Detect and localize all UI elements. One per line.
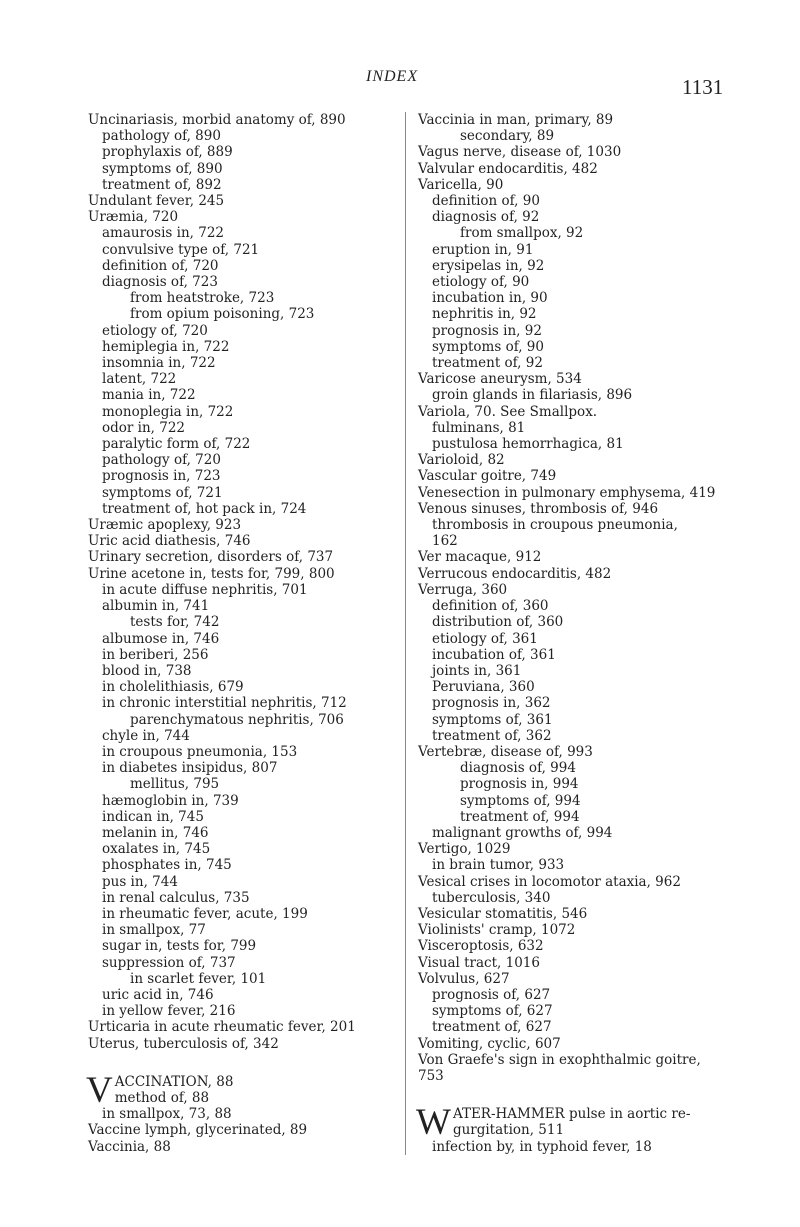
index-subentry: mellitus, 795 xyxy=(130,776,220,793)
index-subentry: in yellow fever, 216 xyxy=(102,1003,236,1020)
index-entry-list-left xyxy=(88,112,408,1052)
index-entry: Ver macaque, 912 xyxy=(418,549,542,566)
index-subentry: indican in, 745 xyxy=(102,808,204,825)
index-subentry: in chronic interstitial nephritis, 712 xyxy=(102,695,347,712)
index-subentry: blood in, 738 xyxy=(102,662,192,679)
index-subentry: treatment of, 92 xyxy=(432,355,543,372)
index-subentry: mania in, 722 xyxy=(102,387,196,404)
index-entry: Uric acid diathesis, 746 xyxy=(88,533,251,550)
index-subentry: Peruviana, 360 xyxy=(432,679,535,696)
index-subentry: nephritis in, 92 xyxy=(432,306,537,323)
index-entry: Violinists' cramp, 1072 xyxy=(418,922,576,939)
section-first-entry: ACCINATION, 88 xyxy=(114,1073,234,1090)
index-subentry: in smallpox, 73, 88 xyxy=(102,1106,232,1123)
index-subentry: in diabetes insipidus, 807 xyxy=(102,760,278,777)
index-subentry: etiology of, 90 xyxy=(432,274,530,291)
index-column-right xyxy=(405,112,758,1155)
index-subentry: suppression of, 737 xyxy=(102,954,236,971)
index-subentry: prognosis in, 362 xyxy=(432,695,551,712)
index-subentry: in croupous pneumonia, 153 xyxy=(102,743,298,760)
index-entry: Varioloid, 82 xyxy=(418,452,505,469)
index-entry: Vascular goitre, 749 xyxy=(418,468,557,485)
index-subentry: distribution of, 360 xyxy=(432,614,564,631)
index-subentry: in acute diffuse nephritis, 701 xyxy=(102,581,308,598)
drop-cap-letter: V xyxy=(86,1069,113,1111)
index-subentry: latent, 722 xyxy=(102,371,177,388)
index-subentry: in smallpox, 77 xyxy=(102,922,206,939)
index-entry: Visceroptosis, 632 xyxy=(418,938,544,955)
index-subentry: in scarlet fever, 101 xyxy=(130,970,267,987)
index-subentry: prognosis in, 92 xyxy=(432,322,542,339)
index-subentry: eruption in, 91 xyxy=(432,241,534,258)
index-subentry: symptoms of, 627 xyxy=(432,1003,553,1020)
index-entry: Uterus, tuberculosis of, 342 xyxy=(88,1035,279,1052)
index-subentry: diagnosis of, 994 xyxy=(460,760,576,777)
index-entry: Venous sinuses, thrombosis of, 946 xyxy=(418,500,659,517)
section-first-entry: ATER-HAMMER pulse in aortic re- xyxy=(452,1106,691,1123)
index-subentry: amaurosis in, 722 xyxy=(102,225,225,242)
index-subentry: symptoms of, 90 xyxy=(432,338,544,355)
index-subentry: 162 xyxy=(432,533,458,550)
index-column-left xyxy=(88,112,408,1155)
index-section-v xyxy=(86,1069,408,1155)
index-subentry: treatment of, 627 xyxy=(432,1019,552,1036)
index-subentry: secondary, 89 xyxy=(460,128,555,145)
index-subentry: definition of, 360 xyxy=(432,598,549,615)
index-entry: Vomiting, cyclic, 607 xyxy=(418,1035,561,1052)
index-subentry: diagnosis of, 92 xyxy=(432,209,540,226)
index-entry: Vaccinia, 88 xyxy=(88,1138,171,1155)
index-subentry: in renal calculus, 735 xyxy=(102,889,250,906)
section-sub-entry: method of, 88 xyxy=(114,1089,210,1106)
index-entry: Undulant fever, 245 xyxy=(88,193,225,210)
index-subentry: parenchymatous nephritis, 706 xyxy=(130,711,344,728)
index-subentry: hæmoglobin in, 739 xyxy=(102,792,239,809)
index-subentry: etiology of, 720 xyxy=(102,322,208,339)
index-subentry: hemiplegia in, 722 xyxy=(102,338,230,355)
drop-cap-letter: W xyxy=(416,1102,451,1144)
index-subentry: prognosis of, 627 xyxy=(432,986,551,1003)
index-entry: Vesicular stomatitis, 546 xyxy=(418,905,588,922)
index-subentry: melanin in, 746 xyxy=(102,824,209,841)
index-subentry: treatment of, 892 xyxy=(102,176,222,193)
index-subentry: from heatstroke, 723 xyxy=(130,290,275,307)
index-subentry: diagnosis of, 723 xyxy=(102,274,218,291)
index-subentry: from smallpox, 92 xyxy=(460,225,584,242)
index-entry: Urticaria in acute rheumatic fever, 201 xyxy=(88,1019,356,1036)
index-subentry: pathology of, 890 xyxy=(102,128,221,145)
index-subentry: sugar in, tests for, 799 xyxy=(102,938,257,955)
index-subentry: prognosis in, 723 xyxy=(102,468,221,485)
index-subentry: symptoms of, 890 xyxy=(102,160,223,177)
index-subentry: from opium poisoning, 723 xyxy=(130,306,315,323)
index-entry: Visual tract, 1016 xyxy=(418,954,540,971)
index-subentry: insomnia in, 722 xyxy=(102,355,216,372)
index-entry-list-right xyxy=(418,112,758,1084)
index-entry: Verrucous endocarditis, 482 xyxy=(418,565,612,582)
index-entry: Varicella, 90 xyxy=(418,176,504,193)
index-entry-list-left-continued xyxy=(88,1106,408,1155)
index-subentry: infection by, in typhoid fever, 18 xyxy=(432,1138,652,1155)
index-entry: Vaccine lymph, glycerinated, 89 xyxy=(88,1122,308,1139)
index-subentry: uric acid in, 746 xyxy=(102,986,214,1003)
index-subentry: pathology of, 720 xyxy=(102,452,221,469)
index-subentry: chyle in, 744 xyxy=(102,727,190,744)
index-subentry: tests for, 742 xyxy=(130,614,220,631)
index-subentry: fulminans, 81 xyxy=(432,419,526,436)
index-entry-list-right-continued xyxy=(418,1139,758,1155)
index-entry: Vertigo, 1029 xyxy=(418,841,511,858)
index-subentry: symptoms of, 994 xyxy=(460,792,581,809)
index-subentry: oxalates in, 745 xyxy=(102,841,211,858)
index-subentry: pustulosa hemorrhagica, 81 xyxy=(432,436,624,453)
index-subentry: treatment of, 994 xyxy=(460,808,580,825)
page-number: 1131 xyxy=(682,75,724,99)
index-subentry: incubation of, 361 xyxy=(432,646,556,663)
index-subentry: joints in, 361 xyxy=(432,662,522,679)
index-subentry: treatment of, 362 xyxy=(432,727,552,744)
index-entry: Uncinariasis, morbid anatomy of, 890 xyxy=(88,112,346,128)
index-entry: Von Graefe's sign in exophthalmic goitre, xyxy=(418,1051,701,1068)
index-entry: 753 xyxy=(418,1067,444,1084)
section-sub-entry: gurgitation, 511 xyxy=(452,1122,565,1139)
index-subentry: paralytic form of, 722 xyxy=(102,436,251,453)
index-subentry: phosphates in, 745 xyxy=(102,857,232,874)
index-entry: Vagus nerve, disease of, 1030 xyxy=(418,144,622,161)
index-subentry: prognosis in, 994 xyxy=(460,776,579,793)
index-entry: Uræmia, 720 xyxy=(88,209,179,226)
index-subentry: in rheumatic fever, acute, 199 xyxy=(102,905,308,922)
index-subentry: prophylaxis of, 889 xyxy=(102,144,233,161)
index-subentry: etiology of, 361 xyxy=(432,630,538,647)
index-subentry: albumin in, 741 xyxy=(102,598,210,615)
index-subentry: in brain tumor, 933 xyxy=(432,857,565,874)
index-entry: Vaccinia in man, primary, 89 xyxy=(418,112,614,128)
running-header-title: INDEX xyxy=(366,68,419,85)
index-subentry: convulsive type of, 721 xyxy=(102,241,260,258)
index-entry: Valvular endocarditis, 482 xyxy=(418,160,598,177)
index-section-w xyxy=(416,1102,758,1155)
index-subentry: erysipelas in, 92 xyxy=(432,257,545,274)
index-subentry: malignant growths of, 994 xyxy=(432,824,613,841)
index-subentry: albumose in, 746 xyxy=(102,630,220,647)
index-entry: Venesection in pulmonary emphysema, 419 xyxy=(418,484,716,501)
index-subentry: treatment of, hot pack in, 724 xyxy=(102,500,307,517)
index-subentry: symptoms of, 361 xyxy=(432,711,553,728)
index-subentry: monoplegia in, 722 xyxy=(102,403,234,420)
index-subentry: thrombosis in croupous pneumonia, xyxy=(432,517,678,534)
index-subentry: pus in, 744 xyxy=(102,873,178,890)
index-subentry: groin glands in filariasis, 896 xyxy=(432,387,633,404)
index-entry: Vertebræ, disease of, 993 xyxy=(418,743,593,760)
index-entry: Urine acetone in, tests for, 799, 800 xyxy=(88,565,335,582)
index-entry: Verruga, 360 xyxy=(418,581,508,598)
index-subentry: in cholelithiasis, 679 xyxy=(102,679,244,696)
index-subentry: definition of, 90 xyxy=(432,193,540,210)
index-subentry: symptoms of, 721 xyxy=(102,484,223,501)
index-subentry: definition of, 720 xyxy=(102,257,219,274)
index-entry: Varicose aneurysm, 534 xyxy=(418,371,582,388)
index-subentry: odor in, 722 xyxy=(102,419,186,436)
index-subentry: incubation in, 90 xyxy=(432,290,548,307)
index-entry: Volvulus, 627 xyxy=(418,970,510,987)
index-subentry: tuberculosis, 340 xyxy=(432,889,551,906)
index-entry: Uræmic apoplexy, 923 xyxy=(88,517,242,534)
index-subentry: in beriberi, 256 xyxy=(102,646,209,663)
index-entry: Vesical crises in locomotor ataxia, 962 xyxy=(418,873,681,890)
index-entry: Urinary secretion, disorders of, 737 xyxy=(88,549,334,566)
index-entry: Variola, 70. See Smallpox. xyxy=(418,403,598,420)
